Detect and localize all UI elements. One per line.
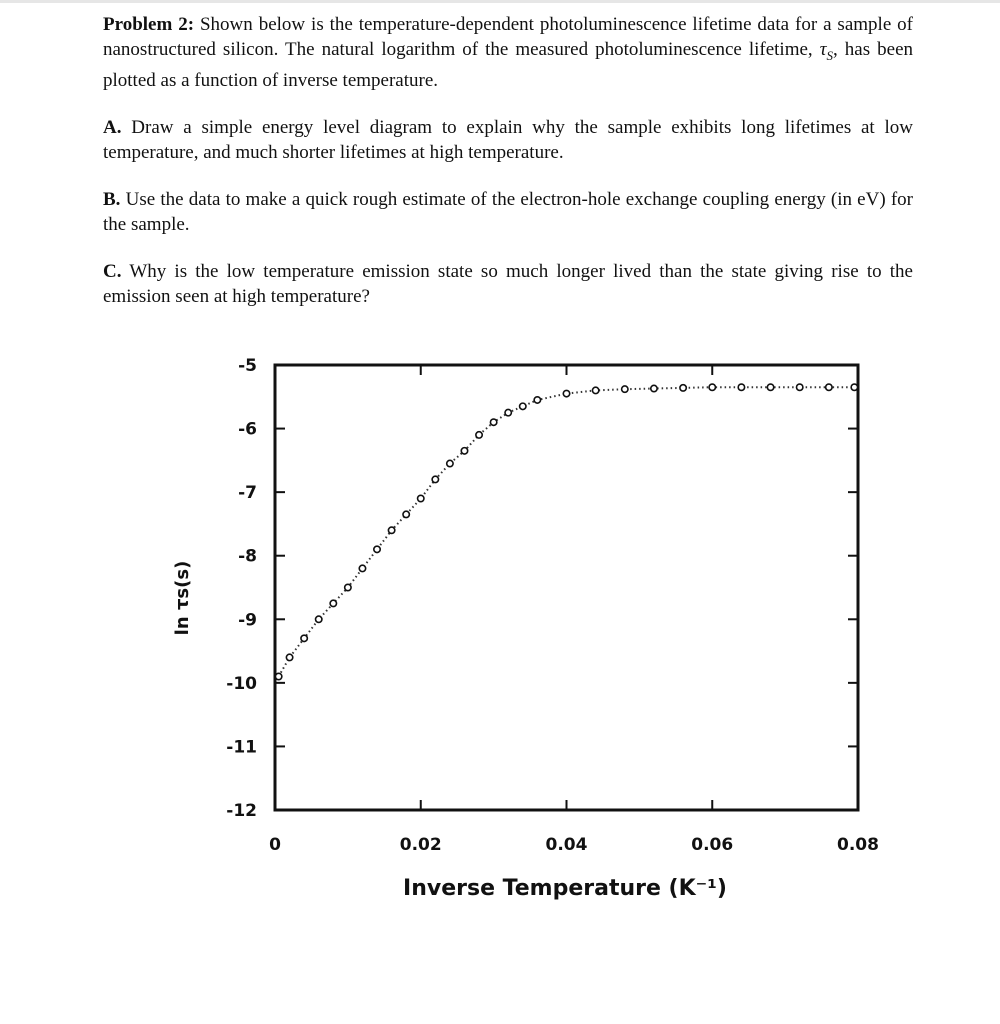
x-axis-label: Inverse Temperature (K⁻¹) (403, 876, 727, 901)
y-tick-label: -5 (238, 356, 257, 376)
data-point (490, 419, 496, 425)
part-a-label: A. (103, 116, 122, 138)
tau-subscript: S (826, 47, 834, 63)
tau-letter: τ (819, 39, 827, 60)
data-point (345, 584, 351, 590)
data-point (505, 409, 511, 415)
x-tick-labels (269, 835, 879, 855)
part-b-label: B. (103, 188, 121, 210)
data-point (275, 673, 281, 679)
problem-intro-text: Shown below is the temperature-dependent photoluminescence lifetime data for a sample of nanostructured silicon. The natural logarithm of the measured photoluminescence lifetime, (103, 14, 913, 60)
x-tick-label: 0.02 (399, 835, 442, 855)
x-tick-label: 0 (269, 835, 281, 855)
y-tick-label: -11 (226, 737, 257, 758)
plot-frame (275, 365, 858, 810)
data-point (286, 654, 292, 660)
x-tick-label: 0.08 (837, 835, 879, 855)
part-a-text: Draw a simple energy level diagram to explain why the sample exhibits long lifetimes at low temperature, and much shorter lifetimes at high temperature. (103, 116, 914, 163)
data-point (432, 476, 438, 482)
part-b-text: Use the data to make a quick rough estimate of the electron-hole exchange coupling energy (in eV) for the sample. (103, 188, 913, 235)
data-point (316, 616, 322, 622)
data-point (680, 385, 686, 391)
data-point (563, 390, 569, 396)
data-point (709, 384, 715, 390)
plot-border (275, 365, 858, 810)
y-tick-label: -10 (226, 673, 257, 694)
y-tick-labels (226, 356, 257, 821)
data-point (476, 432, 482, 438)
y-tick-label: -12 (226, 801, 257, 821)
x-tick-label: 0.04 (545, 835, 588, 855)
data-point (447, 460, 453, 466)
data-point (330, 600, 336, 606)
data-point (301, 635, 307, 641)
y-axis-label: ln τs(s) (172, 560, 193, 636)
y-tick-label: -9 (238, 610, 257, 631)
data-point (534, 397, 540, 403)
data-point (461, 448, 467, 454)
y-tick-label: -8 (238, 546, 257, 567)
data-point (826, 384, 832, 390)
data-point (651, 385, 657, 391)
data-point (738, 384, 744, 390)
part-c-text: Why is the low temperature emission state so much longer lived than the state giving rise to the emission seen at high temperature? (103, 260, 913, 307)
data-point (622, 386, 628, 392)
y-tick-label: -6 (238, 419, 257, 440)
series-dotted-line (279, 387, 855, 676)
data-point (851, 384, 857, 390)
data-point (403, 511, 409, 517)
x-tick-label: 0.06 (691, 835, 734, 855)
data-point (767, 384, 773, 390)
data-point (388, 527, 394, 533)
data-point (520, 403, 526, 409)
y-tick-label: -7 (238, 483, 257, 504)
data-point (797, 384, 803, 390)
data-point (592, 387, 598, 393)
data-point (374, 546, 380, 552)
problem-label: Problem 2: (103, 14, 195, 35)
data-point (418, 495, 424, 501)
problem-intro-end: , has been plotted as a function of inverse temperature. (103, 39, 913, 91)
data-point (359, 565, 365, 571)
part-c-label: C. (103, 260, 122, 282)
data-series (275, 384, 857, 680)
